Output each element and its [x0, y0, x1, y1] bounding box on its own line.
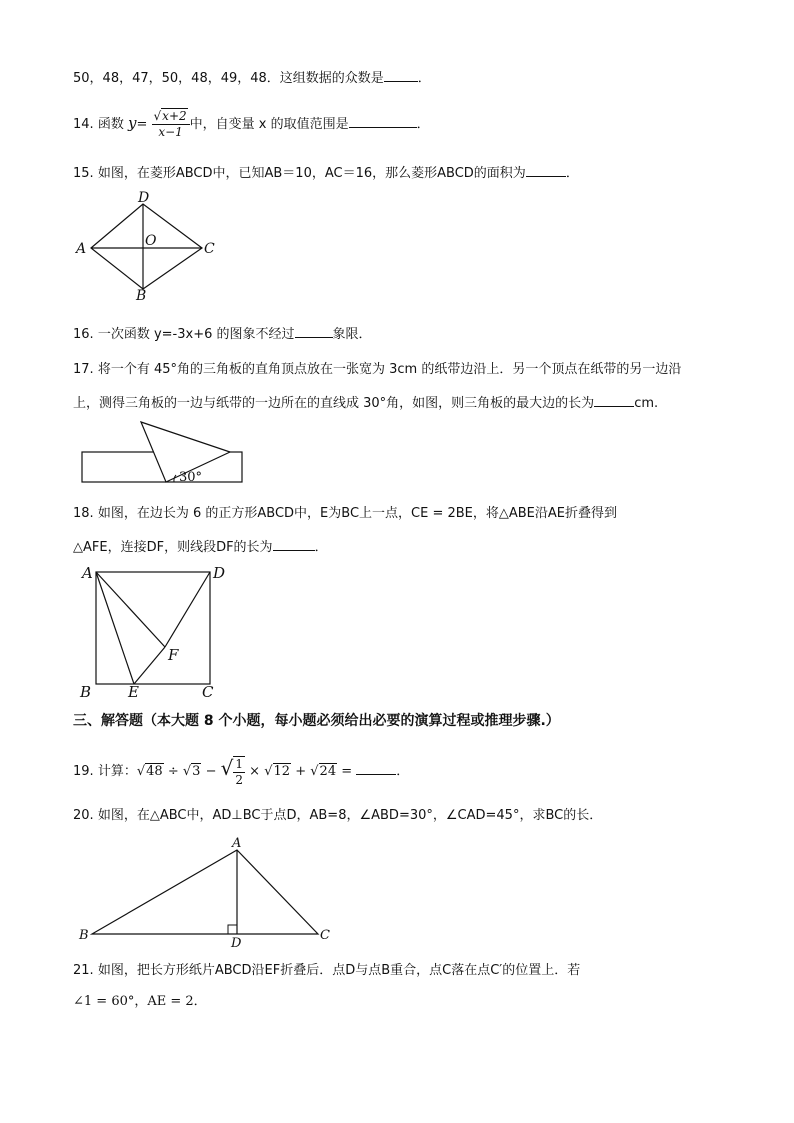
segment-ae	[96, 572, 134, 684]
q19-op-divide: ÷	[167, 764, 179, 779]
right-angle-mark	[228, 925, 237, 934]
square-abcd	[96, 572, 210, 684]
q16-end: 象限．	[332, 327, 372, 342]
q14-denominator: x−1	[158, 125, 183, 139]
question-13-tail	[73, 67, 431, 88]
q13-text: 50，48，47，50，48，49，48．这组数据的众数是	[73, 71, 384, 86]
question-16	[73, 323, 372, 344]
label-b: B	[136, 288, 147, 304]
q18-answer-blank[interactable]	[273, 536, 315, 551]
question-17-line1	[73, 361, 681, 379]
label-a: A	[76, 241, 87, 257]
label-f: F	[168, 646, 179, 664]
q18-end: ．	[314, 540, 328, 555]
q15-answer-blank[interactable]	[526, 162, 566, 177]
question-20	[73, 807, 602, 825]
q17-unit: cm.	[634, 396, 659, 411]
section-3-title: 三、解答题（本大题 8 个小题，每小题必须给出必要的演算过程或推理步骤.）	[73, 713, 560, 729]
square-fold-figure	[74, 560, 234, 705]
label-b: B	[80, 683, 92, 701]
label-c: C	[202, 683, 214, 701]
q14-eq: =	[136, 117, 148, 132]
q21-number: 21.	[73, 963, 94, 978]
q17-line1: 将一个有 45°角的三角板的直角顶点放在一张宽为 3cm 的纸带边沿上．另一个顶点在纸带的另一边沿	[97, 362, 682, 377]
q19-op-minus: −	[205, 764, 217, 779]
question-17-line2	[73, 392, 658, 413]
q14-y: y	[127, 114, 137, 132]
q18-number: 18.	[73, 506, 94, 521]
q19-root-3: 3	[192, 764, 201, 779]
label-c: C	[204, 241, 215, 257]
label-d: D	[138, 190, 150, 206]
label-o: O	[145, 233, 157, 249]
question-15	[73, 162, 579, 183]
paper-strip-figure	[78, 415, 250, 485]
q14-end: ．	[416, 117, 430, 132]
q15-end: ．	[565, 166, 579, 181]
label-d: D	[231, 936, 242, 951]
q19-eq: =	[341, 764, 353, 779]
question-19: 19. 计算：√48 ÷ √3 − √ $\frac{1}{2}$ × √12 + √24 = ．	[73, 756, 410, 787]
q14-fraction: $\frac{√x+2}{x-1}$	[152, 109, 190, 140]
q19-op-times: ×	[249, 764, 261, 779]
label-e: E	[128, 683, 139, 701]
segment-af	[96, 572, 165, 647]
label-b: B	[79, 928, 89, 943]
q20-text: 如图，在△ABC中，AD⊥BC于点D，AB=8，∠ABD=30°，∠CAD=45°，求BC的长．	[97, 808, 603, 823]
q13-end: ．	[417, 71, 431, 86]
q14-answer-blank[interactable]	[349, 113, 417, 128]
triangle-abc-figure	[74, 832, 344, 952]
q19-end: ．	[396, 764, 410, 779]
label-d: D	[213, 564, 226, 582]
q15-number: 15.	[73, 166, 94, 181]
segment-df	[165, 572, 210, 647]
q21-line2: ∠1 = 60°，AE = 2．	[73, 994, 207, 1009]
q19-frac-den: 2	[235, 772, 244, 787]
q15-text: 如图，在菱形ABCD中，已知AB＝10，AC＝16，那么菱形ABCD的面积为	[97, 166, 526, 181]
q18-line1: 如图，在边长为 6 的正方形ABCD中，E为BC上一点，CE = 2BE，将△ABE沿AE折叠得到	[97, 506, 617, 521]
question-21-line2	[73, 993, 207, 1011]
q14-suffix: 中，自变量 x 的取值范围是	[189, 117, 349, 132]
q19-prefix: 计算：	[97, 764, 137, 779]
q19-frac-num: 1	[235, 756, 244, 771]
q16-text: 一次函数 y=-3x+6 的图象不经过	[97, 327, 295, 342]
q19-op-plus: +	[295, 764, 307, 779]
q17-answer-blank[interactable]	[594, 392, 634, 407]
q20-number: 20.	[73, 808, 94, 823]
rhombus-figure	[70, 190, 230, 305]
label-a: A	[82, 564, 93, 582]
q19-number: 19.	[73, 764, 94, 779]
q19-root-48: 48	[146, 764, 163, 779]
q16-answer-blank[interactable]	[295, 323, 333, 338]
q14-prefix: 函数	[97, 117, 124, 132]
q14-number: 14.	[73, 117, 94, 132]
segment-ef	[134, 647, 165, 684]
question-18-line2	[73, 536, 328, 557]
angle-label: 30°	[179, 470, 203, 485]
q21-line1: 如图，把长方形纸片ABCD沿EF折叠后．点D与点B重合，点C落在点C′的位置上．若	[97, 963, 581, 978]
q13-answer-blank[interactable]	[384, 67, 418, 82]
label-c: C	[320, 928, 330, 943]
q18-line2: △AFE，连接DF，则线段DF的长为	[73, 540, 273, 555]
label-a: A	[232, 836, 242, 851]
question-18-line1	[73, 505, 617, 523]
triangle-abc	[92, 850, 318, 934]
q14-sqrt-arg: x+2	[162, 109, 187, 123]
q19-answer-blank[interactable]	[356, 760, 396, 775]
q19-root-24: 24	[319, 764, 337, 779]
question-14	[73, 108, 430, 140]
q17-number: 17.	[73, 362, 94, 377]
q19-fraction	[233, 756, 245, 788]
q19-root-12: 12	[273, 764, 291, 779]
q16-number: 16.	[73, 327, 94, 342]
question-21-line1	[73, 962, 580, 980]
q17-line2: 上，测得三角板的一边与纸带的一边所在的直线成 30°角，如图，则三角板的最大边的长为	[73, 396, 595, 411]
